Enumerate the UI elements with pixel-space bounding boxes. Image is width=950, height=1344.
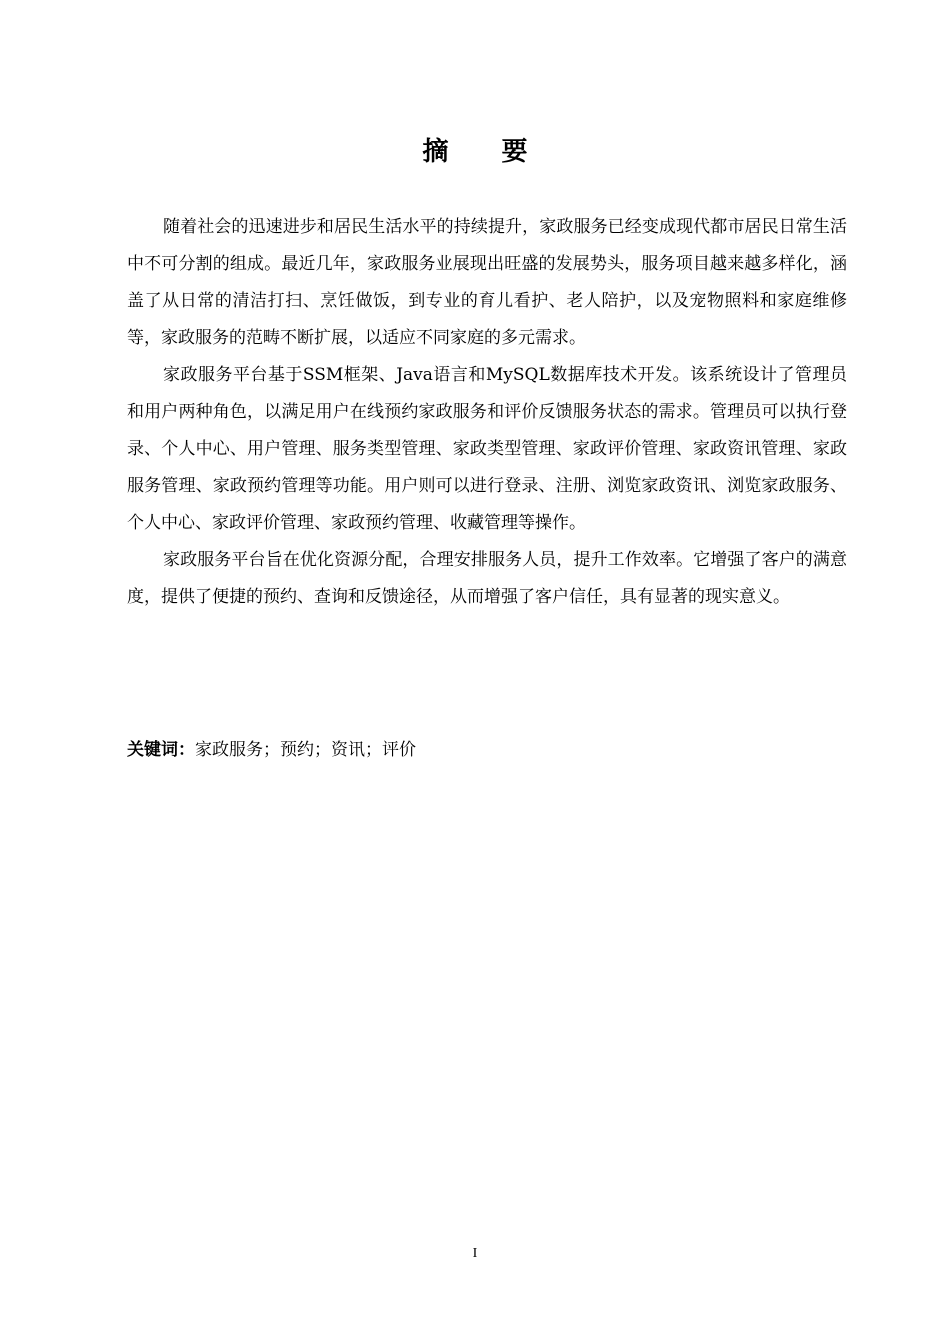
abstract-body [127,209,847,616]
abstract-paragraph-3: 家政服务平台旨在优化资源分配，合理安排服务人员，提升工作效率。它增强了客户的满意度，提供了便捷的预约、查询和反馈途径，从而增强了客户信任，具有显著的现实意义。 [127,550,847,607]
abstract-paragraph-1: 随着社会的迅速进步和居民生活水平的持续提升，家政服务已经变成现代都市居民日常生活中不可分割的组成。最近几年，家政服务业展现出旺盛的发展势头，服务项目越来越多样化，涵盖了从日常的清洁打扫、烹饪做饭，到专业的育儿看护、老人陪护，以及宠物照料和家庭维修等，家政服务的范畴不断扩展，以适应不同家庭的多元需求。 [127,217,847,348]
page-number: I [472,1246,478,1261]
abstract-paragraph-2: 家政服务平台基于SSM框架、Java语言和MySQL数据库技术开发。该系统设计了管理员和用户两种角色，以满足用户在线预约家政服务和评价反馈服务状态的需求。管理员可以执行登录、个人中心、用户管理、服务类型管理、家政类型管理、家政评价管理、家政资讯管理、家政服务管理、家政预约管理等功能。用户则可以进行登录、注册、浏览家政资讯、浏览家政服务、个人中心、家政评价管理、家政预约管理、收藏管理等操作。 [127,365,847,533]
keywords-line [127,734,847,766]
abstract-title: 摘 要 [422,137,550,167]
keywords-value: 家政服务；预约；资讯；评价 [195,740,416,760]
keywords-label: 关键词： [127,740,195,760]
